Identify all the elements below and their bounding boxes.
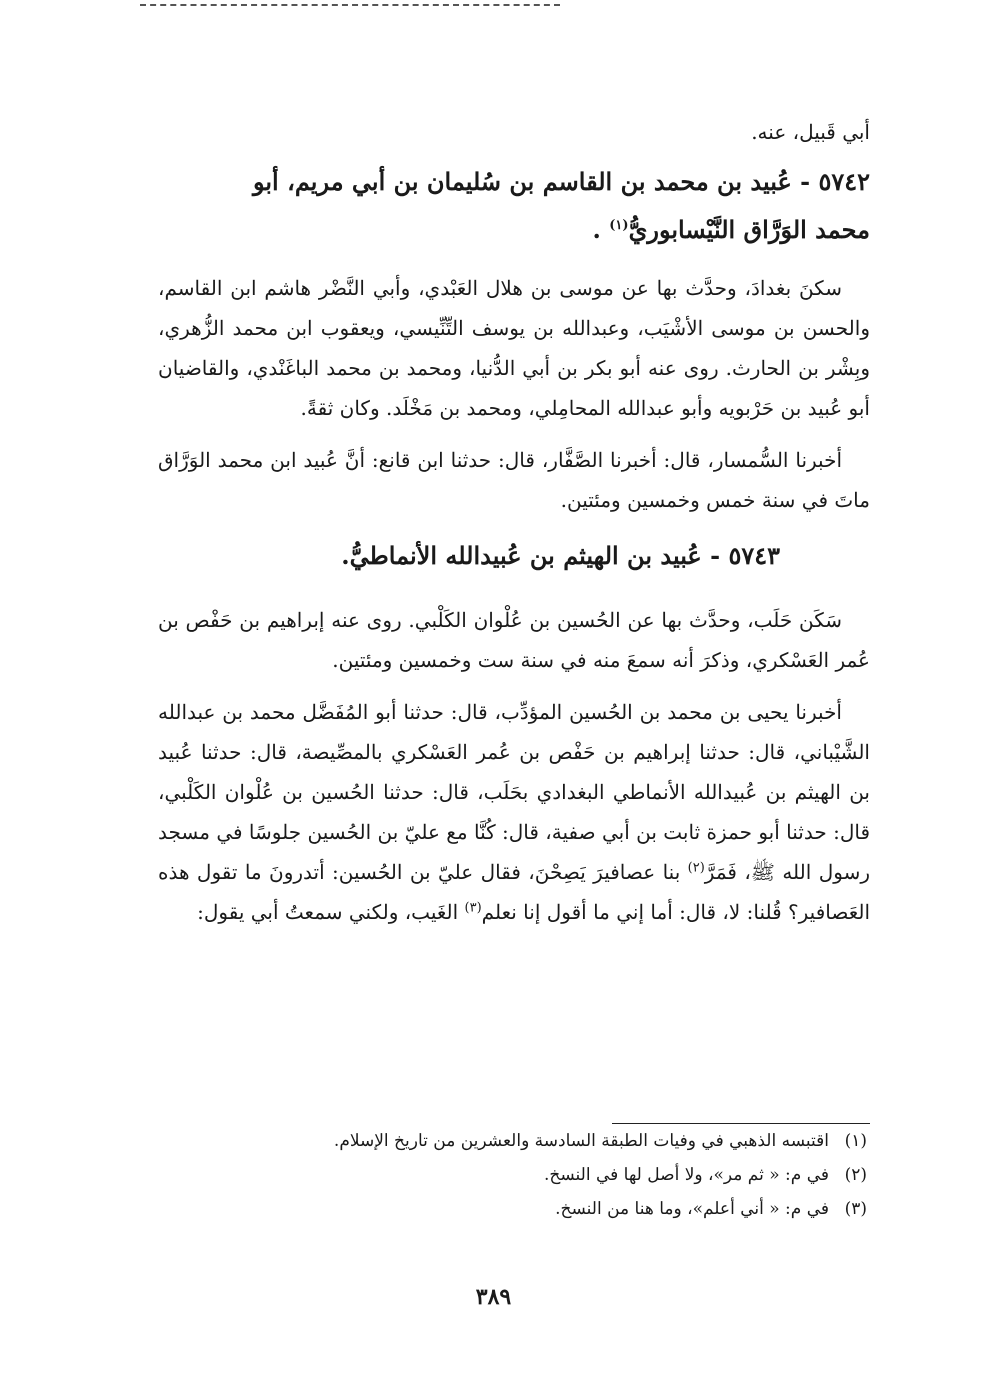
entry-5743-paragraph-2-part-a: أخبرنا يحيى بن محمد بن الحُسين المؤدِّب، قال: حدثنا أبو المُفَضَّل محمد بن عبدالله الشَّيْباني، قال: حدثنا إبراهيم بن حَفْص بن عُمر العَسْكري بالمصِّيصة، قال: حدثنا عُبيد بن الهيثم بن عُبيدالله الأنماطي البغدادي بحَلَب، قال: حدثنا الحُسين بن عُلْوان الكَلْبي، قال: حدثنا أبو حمزة ثابت بن أبي صفية، قال: كُنَّا مع عليّ بن الحُسين جلوسًا في مسجد رسول الله ﷺ، فَمَرَّ <box>158 700 870 884</box>
footnote-3-text: في م: « أني أعلم»، وما هنا من النسخ. <box>555 1199 829 1219</box>
entry-5742-paragraph-1: سكنَ بغدادَ، وحدَّث بها عن موسى بن هلال العَبْدي، وأبي النَّضْر هاشم ابن القاسم، والحسن بن موسى الأشْيَب، وعبدالله بن يوسف التِّنِّيسي، ويعقوب ابن محمد الزُّهري، وبِشْر بن الحارث. روى عنه أبو بكر بن أبي الدُّنيا، ومحمد بن محمد الباغَنْدي، والقاضيان أبو عُبيد بن حَرْبويه وأبو عبدالله المحامِلي، ومحمد بن مَخْلَد. وكان ثقةً. <box>158 276 870 420</box>
page-body <box>158 112 870 944</box>
entry-5742-title-line1: ٥٧٤٢ - عُبيد بن محمد بن القاسم بن سُليمان بن أبي مريم، أبو <box>252 167 870 196</box>
footnote-1 <box>167 1124 867 1158</box>
footnote-2-text: في م: « ثم مر»، ولا أصل لها في النسخ. <box>543 1165 829 1185</box>
entry-5742-title-line2: محمد الوَرَّاق النَّيْسابوريُّ <box>628 215 870 244</box>
entry-5743-paragraph-1: سَكَن حَلَب، وحدَّث بها عن الحُسين بن عُلْوان الكَلْبي. روى عنه إبراهيم بن حَفْص بن عُمر العَسْكري، وذكرَ أنه سمعَ منه في سنة ست وخمسين ومئتين. <box>158 608 870 672</box>
footnote-3 <box>167 1192 867 1226</box>
entry-5743-paragraph-2 <box>158 692 870 932</box>
footnote-2 <box>167 1158 867 1192</box>
entry-5743-paragraph-2-part-b: بنا عصافيرَ يَصِحْنَ، فقال عليّ بن الحُسين: أتدرونَ ما تقول هذه العَصافير؟ قُلنا: لا، قال: أما إني ما أقول إنا نعلم <box>158 860 870 924</box>
entry-5743-title: ٥٧٤٣ - عُبيد بن الهيثم بن عُبيدالله الأنماطيُّ. <box>341 541 780 570</box>
footnote-ref-1: (١) <box>609 218 629 233</box>
footnote-1-text: اقتبسه الذهبي في وفيات الطبقة السادسة والعشرين من تاريخ الإسلام. <box>333 1131 829 1151</box>
entry-5743-paragraph-2-part-c: الغَيب، ولكني سمعتُ أبي يقول: <box>197 900 465 924</box>
footnote-3-number: (٣) <box>844 1199 867 1219</box>
entry-5742-title-end: . <box>592 215 610 244</box>
footnote-ref-2: (٢) <box>687 860 705 876</box>
entry-5742 <box>158 158 870 520</box>
footnote-ref-3: (٣) <box>464 900 482 916</box>
page-number: ٣٨٩ <box>475 1284 512 1310</box>
footnote-2-number: (٢) <box>844 1165 867 1185</box>
top-edge-mark <box>140 4 560 6</box>
entry-5742-paragraph-2: أخبرنا السُّمسار، قال: أخبرنا الصَّفَّار، قال: حدثنا ابن قانع: أنَّ عُبيد ابن محمد الوَرَّاق ماتَ في سنة خمس وخمسين ومئتين. <box>158 448 870 512</box>
footnote-1-number: (١) <box>844 1131 867 1151</box>
entry-5743 <box>158 532 870 932</box>
entry-5742-title <box>158 158 870 254</box>
intro-line: أبي قَبيل، عنه. <box>751 120 870 144</box>
footnotes <box>167 1124 867 1226</box>
